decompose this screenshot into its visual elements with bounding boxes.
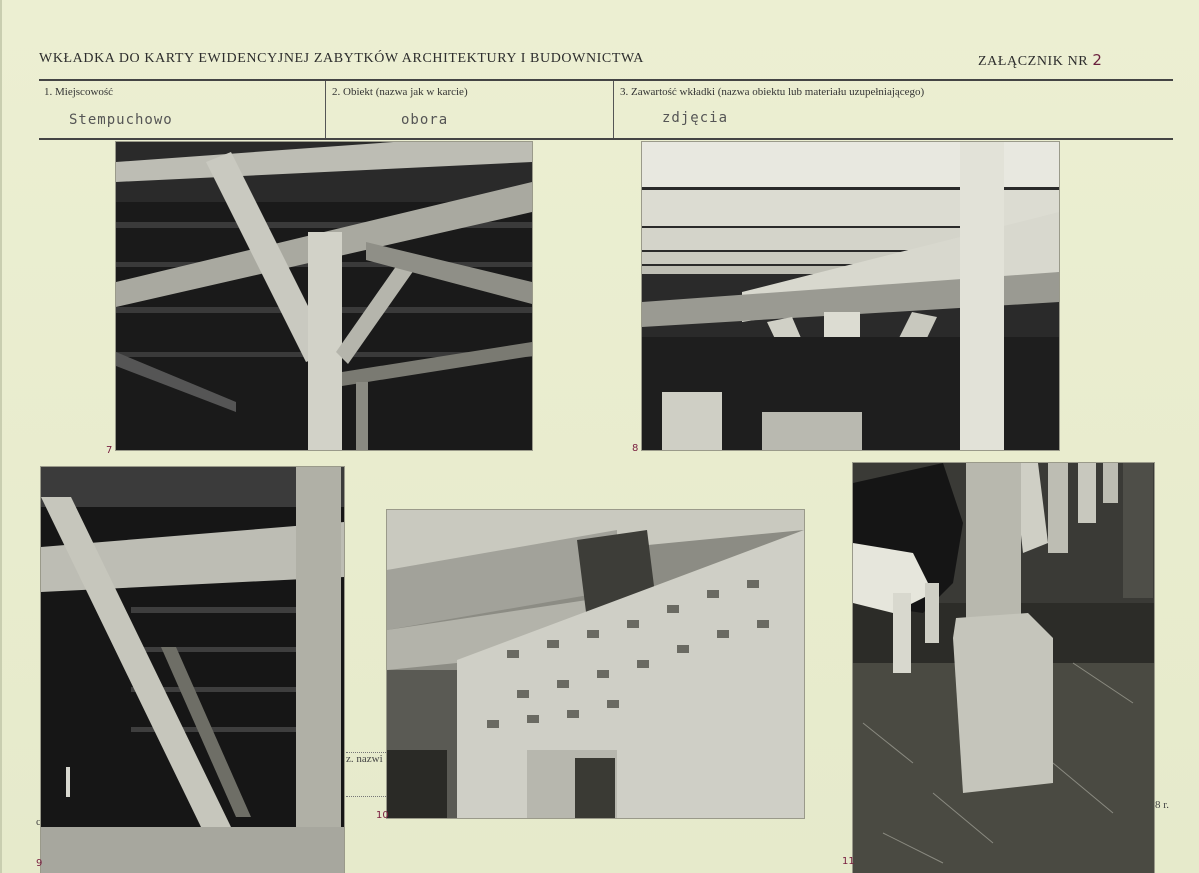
photo-number-7: 7 [106, 445, 113, 456]
photo-brick-wall-image [387, 510, 804, 818]
photo-cows-stall-image [853, 463, 1154, 873]
photo-ceiling-beams-image [642, 142, 1059, 450]
photo-number-11: 11 [842, 856, 855, 867]
annex-number: 2 [1092, 51, 1103, 69]
underlying-name-fragment: z. nazwi [346, 753, 383, 765]
field-label-object: 2. Obiekt (nazwa jak w karcie) [332, 86, 468, 98]
photo-roof-truss [116, 142, 532, 450]
underlying-left-fragment: c [36, 816, 41, 828]
field-value-object: obora [401, 112, 449, 128]
field-value-locality: Stempuchowo [69, 112, 173, 128]
header-bottom-rule [39, 138, 1173, 140]
annex-label-text: ZAŁĄCZNIK NR [978, 54, 1089, 69]
photo-number-10: 10 [376, 810, 389, 821]
photo-ceiling-beams [642, 142, 1059, 450]
photo-roof-truss-image [116, 142, 532, 450]
field-label-locality: 1. Miejscowość [44, 86, 114, 98]
photo-diagonal-brace [41, 467, 344, 873]
photo-diagonal-brace-image [41, 467, 344, 873]
photo-brick-wall [387, 510, 804, 818]
underlying-year-fragment: 8 r. [1155, 799, 1170, 811]
annex-label [978, 51, 1103, 70]
field-value-contents: zdjęcia [662, 110, 729, 126]
form-title: WKŁADKA DO KARTY EWIDENCYJNEJ ZABYTKÓW ARCHITEKTURY I BUDOWNICTWA [39, 51, 644, 66]
field-label-contents: 3. Zawartość wkładki (nazwa obiektu lub materiału uzupełniającego) [620, 86, 925, 98]
field-divider-2 [613, 81, 614, 138]
underlying-dotted-line-2 [346, 796, 386, 797]
photo-cows-stall [853, 463, 1154, 873]
photo-number-9: 9 [36, 858, 43, 869]
underlying-dotted-line-1 [346, 752, 386, 753]
field-divider-1 [325, 81, 326, 138]
photo-number-8: 8 [632, 443, 639, 454]
header-top-rule [39, 79, 1173, 81]
